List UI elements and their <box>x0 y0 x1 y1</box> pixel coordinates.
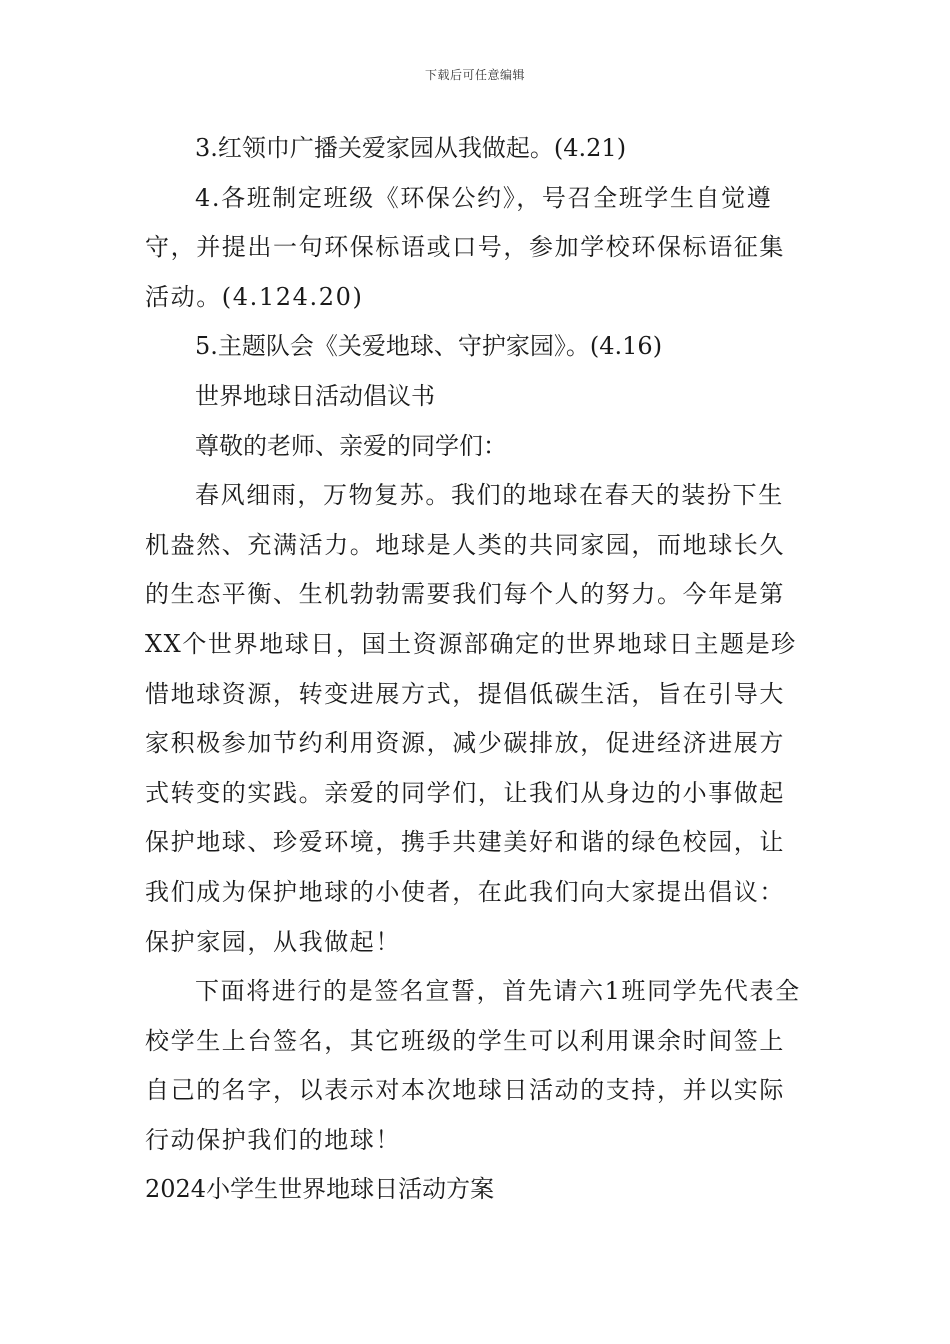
proposal-body-paragraph: 春风细雨，万物复苏。我们的地球在春天的装扮下生机盎然、充满活力。地球是人类的共同家园，而地球长久的生态平衡、生机勃勃需要我们每个人的努力。今年是第XX个世界地球日，国土资源部确定的世界地球日主题是珍惜地球资源，转变进展方式，提倡低碳生活，旨在引导大家积极参加节约利用资源，减少碳排放，促进经济进展方式转变的实践。亲爱的同学们，让我们从身边的小事做起保护地球、珍爱环境，携手共建美好和谐的绿色校园，让我们成为保护地球的小使者，在此我们向大家提出倡议：保护家园，从我做起！ <box>145 481 797 956</box>
page-header-note: 下载后可任意编辑 <box>424 68 525 82</box>
paragraph-item-4: 4.各班制定班级《环保公约》，号召全班学生自觉遵守，并提出一句环保标语或口号，参加学校环保标语征集活动。(4.124.20) <box>145 183 785 311</box>
paragraph-item-5: 5.主题队会《关爱地球、守护家园》。(4.16) <box>195 332 663 361</box>
signing-paragraph: 下面将进行的是签名宣誓，首先请六1班同学先代表全校学生上台签名，其它班级的学生可以利用课余时间签上自己的名字，以表示对本次地球日活动的支持，并以实际行动保护我们的地球！ <box>145 977 801 1154</box>
proposal-title: 世界地球日活动倡议书 <box>195 381 435 410</box>
salutation: 尊敬的老师、亲爱的同学们： <box>195 431 507 460</box>
section-heading: 2024小学生世界地球日活动方案 <box>145 1175 495 1204</box>
document-body <box>145 124 807 1215</box>
paragraph-item-3: 3.红领巾广播关爱家园从我做起。(4.21) <box>195 134 627 162</box>
